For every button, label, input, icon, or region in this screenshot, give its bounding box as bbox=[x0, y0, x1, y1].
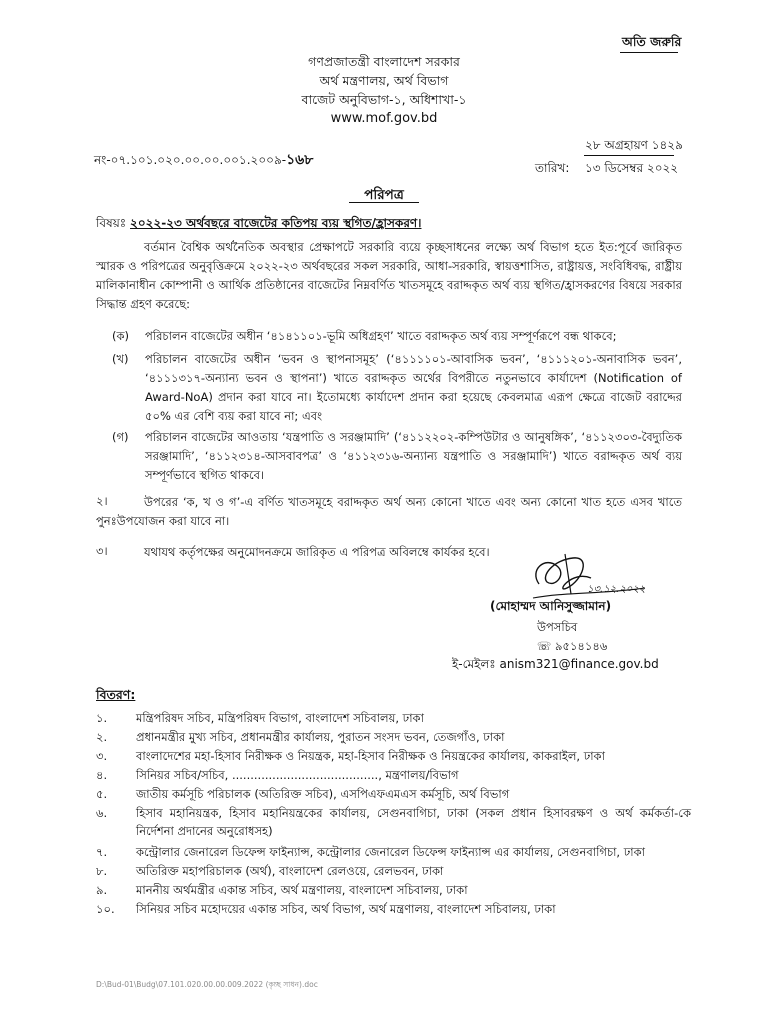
item-marker: (ক) bbox=[112, 329, 130, 343]
signatory-email[interactable]: ই-মেইলঃ anism321@finance.gov.bd bbox=[452, 657, 659, 671]
memo-serial: ১৬৮ bbox=[286, 152, 314, 168]
distribution-number: ৫. bbox=[96, 787, 108, 801]
item-marker: (গ) bbox=[112, 430, 129, 444]
memo-number bbox=[94, 148, 313, 172]
date-divider bbox=[584, 155, 674, 156]
urgency-underline bbox=[620, 52, 678, 53]
subject-text: ২০২২-২৩ অর্থবছরে বাজেটের কতিপয় ব্যয় স্থগিত/হ্রাসকরণ। bbox=[130, 216, 422, 230]
distribution-number: ৪. bbox=[96, 768, 108, 782]
signatory-phone bbox=[537, 638, 607, 657]
distribution-text: সিনিয়র সচিব মহোদয়ের একান্ত সচিব, অর্থ বিভাগ, অর্থ মন্ত্রণালয়, বাংলাদেশ সচিবালয়, ঢাকা bbox=[136, 902, 556, 916]
item-text: পরিচালন বাজেটের অধীন ‘ভবন ও স্থাপনাসমূহ’ (‘৪১১১১০১-আবাসিক ভবন’, ‘৪১১১২০১-অনাবাসিক ভবন’, ‘৪১১১৩১৭-অন্যান্য ভবন ও স্থাপনা’) খাতে বরাদ্দকৃত অর্থের বিপরীতে নতুনভাবে কার্যাদেশ (Notification of Award-NoA) প্রদান করা যাবে না। ইতোমধ্যে কার্যাদেশ প্রদান করা হয়েছে কেবলমাত্র এরূপ ক্ষেত্রে বাজেট বরাদ্দের ৫০% এর বেশি ব্যয় করা যাবে না; এবং bbox=[145, 352, 682, 423]
distribution-text: কন্ট্রোলার জেনারেল ডিফেন্স ফাইন্যান্স, কন্ট্রোলার জেনারেল ডিফেন্স ফাইন্যান্স এর কার্যালয়, সেগুনবাগিচা, ঢাকা bbox=[136, 845, 645, 859]
distribution-text: মাননীয় অর্থমন্ত্রীর একান্ত সচিব, অর্থ মন্ত্রণালয়, বাংলাদেশ সচিবালয়, ঢাকা bbox=[136, 883, 468, 897]
signatory-designation: উপসচিব bbox=[537, 620, 578, 634]
body-paragraph-1: বর্তমান বৈশ্বিক অর্থনৈতিক অবস্থার প্রেক্ষাপটে সরকারি ব্যয়ে কৃচ্ছসাধনের লক্ষ্যে অর্থ বিভাগ হতে ইত:পূর্বে জারিকৃত স্মারক ও পরিপত্রের অনুবৃত্তিক্রমে ২০২২-২৩ অর্থবছরের সকল সরকারি, আধা-সরকারি, স্বায়ত্তশাসিত, রাষ্ট্রায়ত্ত, সংবিধিবদ্ধ, রাষ্ট্রীয় মালিকানাধীন কোম্পানী ও আর্থিক প্রতিষ্ঠানের বাজেটের নিম্নবর্ণিত খাতসমূহে বরাদ্দকৃত অর্থ ব্যয় স্থগিত/হ্রাসকরণের বিষয়ে সরকার সিদ্ধান্ত গ্রহণ করেছে: bbox=[96, 240, 682, 311]
distribution-number: ৭. bbox=[96, 845, 108, 859]
signatory-name: (মোহাম্মদ আনিসুজ্জামান) bbox=[490, 599, 612, 613]
body-paragraph-2: উপরের ‘ক, খ ও গ’-এ বর্ণিত খাতসমূহে বরাদ্দকৃত অর্থ অন্য কোনো খাতে এবং অন্য কোনো খাত হতে এসব খাতে পুনঃউপযোজন করা যাবে না। bbox=[96, 495, 682, 528]
memo-prefix: নং-০৭.১০১.০২০.০০.০০.০০১.২০০৯- bbox=[94, 153, 287, 167]
item-kha bbox=[112, 350, 682, 426]
circular-title: পরিপত্র bbox=[364, 187, 404, 203]
date-bangla: ২৮ অগ্রহায়ণ ১৪২৯ bbox=[585, 138, 683, 152]
phone-number: ৯৫১৪১৪৬ bbox=[555, 639, 608, 653]
distribution-text: জাতীয় কর্মসূচি পরিচালক (অতিরিক্ত সচিব), এসপিএফএমএস কর্মসূচি, অর্থ বিভাগ bbox=[136, 787, 510, 801]
item-text: পরিচালন বাজেটের আওতায় ‘যন্ত্রপাতি ও সরঞ্জামাদি’ (‘৪১১২২০২-কম্পিউটার ও আনুষঙ্গিক’, ‘৪১১২৩০৩-বৈদ্যুতিক সরঞ্জামাদি’, ‘৪১১২৩১৪-আসবাবপত্র’ ও ‘৪১১২৩১৬-অন্যান্য যন্ত্রপাতি ও সরঞ্জামাদি’) খাতে বরাদ্দকৃত অর্থ ব্যয় সম্পূর্ণভাবে স্থগিত থাকবে। bbox=[145, 430, 682, 482]
subject-label: বিষয়ঃ bbox=[96, 216, 127, 230]
govt-header: গণপ্রজাতন্ত্রী বাংলাদেশ সরকার bbox=[308, 54, 460, 69]
ministry-header: অর্থ মন্ত্রণালয়, অর্থ বিভাগ bbox=[319, 73, 449, 88]
item-marker: (খ) bbox=[112, 352, 129, 366]
item-text: পরিচালন বাজেটের অধীন ‘৪১৪১১০১-ভূমি অধিগ্রহণ’ খাতে বরাদ্দকৃত অর্থ ব্যয় সম্পূর্ণরূপে বন্ধ থাকবে; bbox=[145, 329, 617, 343]
phone-icon: ☏ bbox=[537, 639, 552, 653]
item-ga bbox=[112, 428, 682, 485]
urgency-label: অতি জরুরি bbox=[622, 34, 682, 49]
distribution-text: হিসাব মহানিয়ন্ত্রক, হিসাব মহানিয়ন্ত্রকের কার্যালয়, সেগুনবাগিচা, ঢাকা (সকল প্রধান হিসাবরক্ষণ ও অর্থ কর্মকর্তা-কে নির্দেশনা প্রদানের অনুরোধসহ) bbox=[136, 806, 691, 838]
signature-date: ১৩.১২.২০২২ bbox=[587, 584, 646, 595]
distribution-number: ৯. bbox=[96, 883, 108, 897]
para-2-number: ২। bbox=[96, 494, 108, 508]
website-link[interactable]: www.mof.gov.bd bbox=[330, 111, 438, 126]
distribution-text: মন্ত্রিপরিষদ সচিব, মন্ত্রিপরিষদ বিভাগ, বাংলাদেশ সচিবালয়, ঢাকা bbox=[136, 711, 424, 725]
distribution-text: অতিরিক্ত মহাপরিচালক (অর্থ), বাংলাদেশ রেলওয়ে, রেলভবন, ঢাকা bbox=[136, 864, 444, 878]
distribution-text: প্রধানমন্ত্রীর মুখ্য সচিব, প্রধানমন্ত্রীর কার্যালয়, পুরাতন সংসদ ভবন, তেজগাঁও, ঢাকা bbox=[136, 730, 505, 744]
distribution-text: বাংলাদেশের মহা-হিসাব নিরীক্ষক ও নিয়ন্ত্রক, মহা-হিসাব নিরীক্ষক ও নিয়ন্ত্রকের কার্যালয়, কাকরাইল, ঢাকা bbox=[136, 749, 605, 763]
distribution-number: ৮. bbox=[96, 864, 108, 878]
distribution-number: ১. bbox=[96, 711, 108, 725]
body-paragraph-3: যথাযথ কর্তৃপক্ষের অনুমোদনক্রমে জারিকৃত এ পরিপত্র অবিলম্বে কার্যকর হবে। bbox=[144, 545, 490, 559]
distribution-number: ১০. bbox=[96, 902, 115, 916]
item-ka bbox=[112, 327, 682, 346]
distribution-title: বিতরণ: bbox=[96, 687, 136, 702]
distribution-number: ২. bbox=[96, 730, 108, 744]
wing-header: বাজেট অনুবিভাগ-১, অধিশাখা-১ bbox=[301, 92, 467, 107]
distribution-number: ৬. bbox=[96, 806, 108, 820]
circular-title-underline bbox=[349, 202, 419, 203]
date-label: তারিখ: bbox=[535, 161, 570, 175]
distribution-text: সিনিয়র সচিব/সচিব, ........................................, মন্ত্রণালয়/বিভাগ bbox=[136, 768, 459, 782]
distribution-number: ৩. bbox=[96, 749, 108, 763]
subject-line bbox=[96, 215, 421, 235]
date-english: ১৩ ডিসেম্বর ২০২২ bbox=[585, 161, 679, 175]
para-3-number: ৩। bbox=[96, 544, 108, 558]
footer-file-path: D:\Bud-01\Budg\07.101.020.00.00.009.2022 (কৃচ্ছ সাধন).doc bbox=[96, 980, 318, 989]
